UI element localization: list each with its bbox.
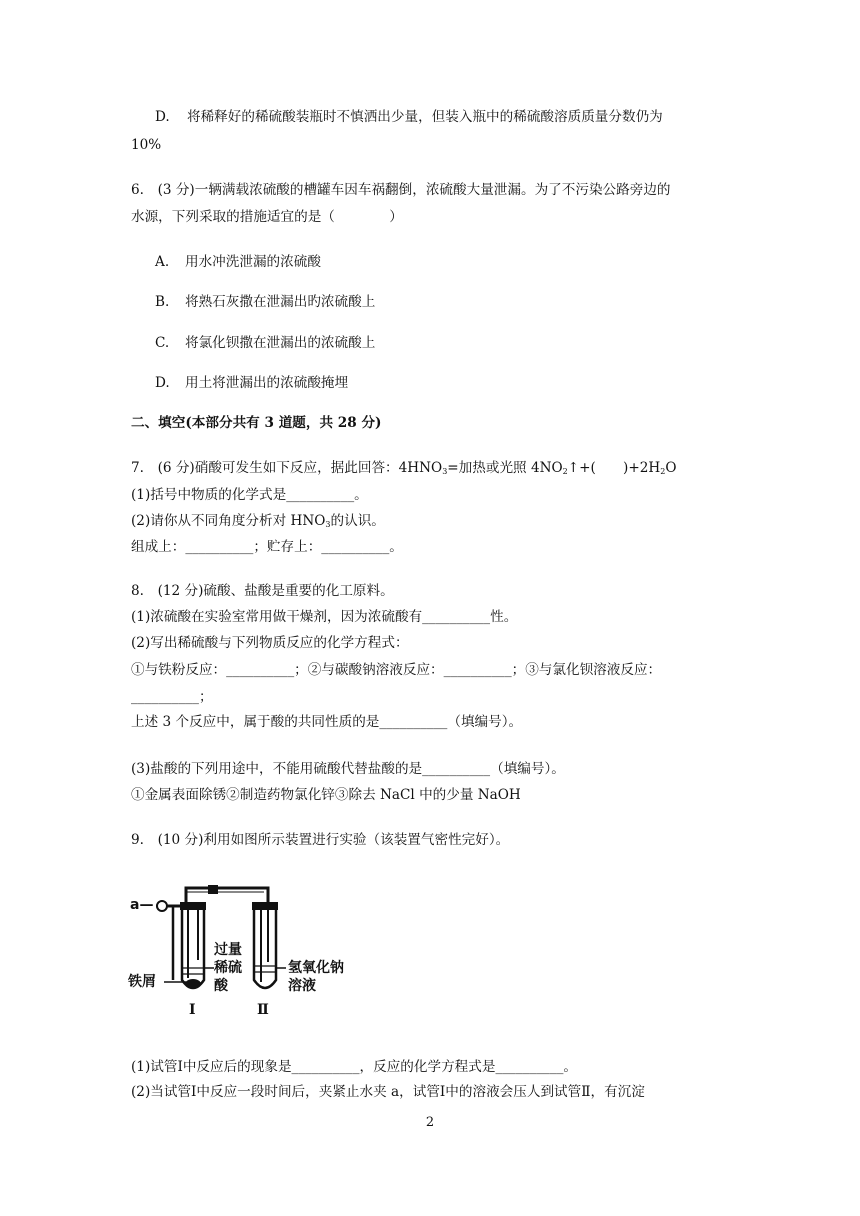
apparatus-diagram — [128, 880, 368, 1025]
q6-option-b-letter: B. — [155, 294, 170, 310]
q6-option-a-letter: A. — [155, 254, 170, 270]
q5-option-d-letter: D. — [155, 109, 170, 125]
q8-part4: __________； — [131, 689, 213, 705]
q9-stem: 9. (10 分)利用如图所示装置进行实验（该装置气密性完好）。 — [131, 832, 510, 848]
q8-part6: (3)盐酸的下列用途中，不能用硫酸代替盐酸的是__________（填编号）。 — [131, 761, 565, 777]
q6-option-d-text: 用土将泄漏出的浓硫酸掩埋 — [185, 375, 349, 391]
q6-option-d-letter: D. — [155, 375, 170, 391]
page-number: 2 — [425, 1115, 435, 1130]
q6-option-c-text: 将氯化钡撒在泄漏出的浓硫酸上 — [185, 335, 376, 351]
q6-stem-line2: 水源，下列采取的措施适宜的是（ ） — [131, 209, 403, 225]
naoh-label-1: 氢氧化钠 — [288, 960, 344, 976]
tube-2-label: Ⅱ — [257, 1002, 269, 1018]
tube-1-label: I — [189, 1002, 196, 1018]
q5-option-d-continuation: 10% — [131, 137, 162, 153]
section-heading: 二、填空(本部分共有 3 道题，共 28 分) — [131, 415, 382, 431]
q7-part3: 组成上：__________；贮存上：__________。 — [131, 539, 403, 555]
q9-apparatus-figure — [128, 880, 368, 1025]
acid-label-3: 酸 — [214, 978, 228, 994]
q6-option-c-letter: C. — [155, 335, 170, 351]
acid-label-2: 稀硫 — [214, 960, 242, 976]
iron-filings-label: 铁屑 — [128, 974, 156, 990]
q8-part2: (2)写出稀硫酸与下列物质反应的化学方程式： — [131, 635, 409, 651]
q8-stem: 8. (12 分)硫酸、盐酸是重要的化工原料。 — [131, 583, 394, 599]
clamp-a-label: a— — [130, 897, 154, 913]
q7-stem: 7. (6 分)硝酸可发生如下反应，据此回答：$4HNO_3=$加热或光照 $4NO_2↑+$( )$+2H_2O$ — [131, 460, 677, 476]
q8-part3: ①与铁粉反应：__________；②与碳酸钠溶液反应：__________；③与氯化钡溶液反应： — [131, 662, 662, 678]
q8-part7: ①金属表面除锈②制造药物氯化锌③除去 NaCl 中的少量 NaOH — [131, 787, 521, 803]
q8-part1: (1)浓硫酸在实验室常用做干燥剂，因为浓硫酸有__________性。 — [131, 609, 518, 625]
q6-option-a-text: 用水冲洗泄漏的浓硫酸 — [185, 254, 321, 270]
q7-part1: (1)括号中物质的化学式是__________。 — [131, 487, 368, 503]
q6-stem-line1: 6. (3 分)一辆满载浓硫酸的槽罐车因车祸翻倒，浓硫酸大量泄漏。为了不污染公路旁边的 — [131, 182, 671, 198]
q9-part1: (1)试管Ⅰ中反应后的现象是__________，反应的化学方程式是__________。 — [131, 1059, 578, 1075]
acid-label-1: 过量 — [214, 942, 242, 958]
q6-option-b-text: 将熟石灰撒在泄漏出旳浓硫酸上 — [185, 294, 376, 310]
naoh-label-2: 溶液 — [288, 978, 316, 994]
q9-part2: (2)当试管Ⅰ中反应一段时间后，夹紧止水夹 a，试管Ⅰ中的溶液会压人到试管Ⅱ，有沉淀 — [131, 1084, 645, 1100]
q7-part2: (2)请你从不同角度分析对 $HNO_3$的认识。 — [131, 513, 385, 529]
q8-part5: 上述 3 个反应中，属于酸的共同性质的是__________（填编号）。 — [131, 714, 523, 730]
q5-option-d-text: 将稀释好的稀硫酸装瓶时不慎洒出少量，但装入瓶中的稀硫酸溶质质量分数仍为 — [187, 109, 663, 125]
